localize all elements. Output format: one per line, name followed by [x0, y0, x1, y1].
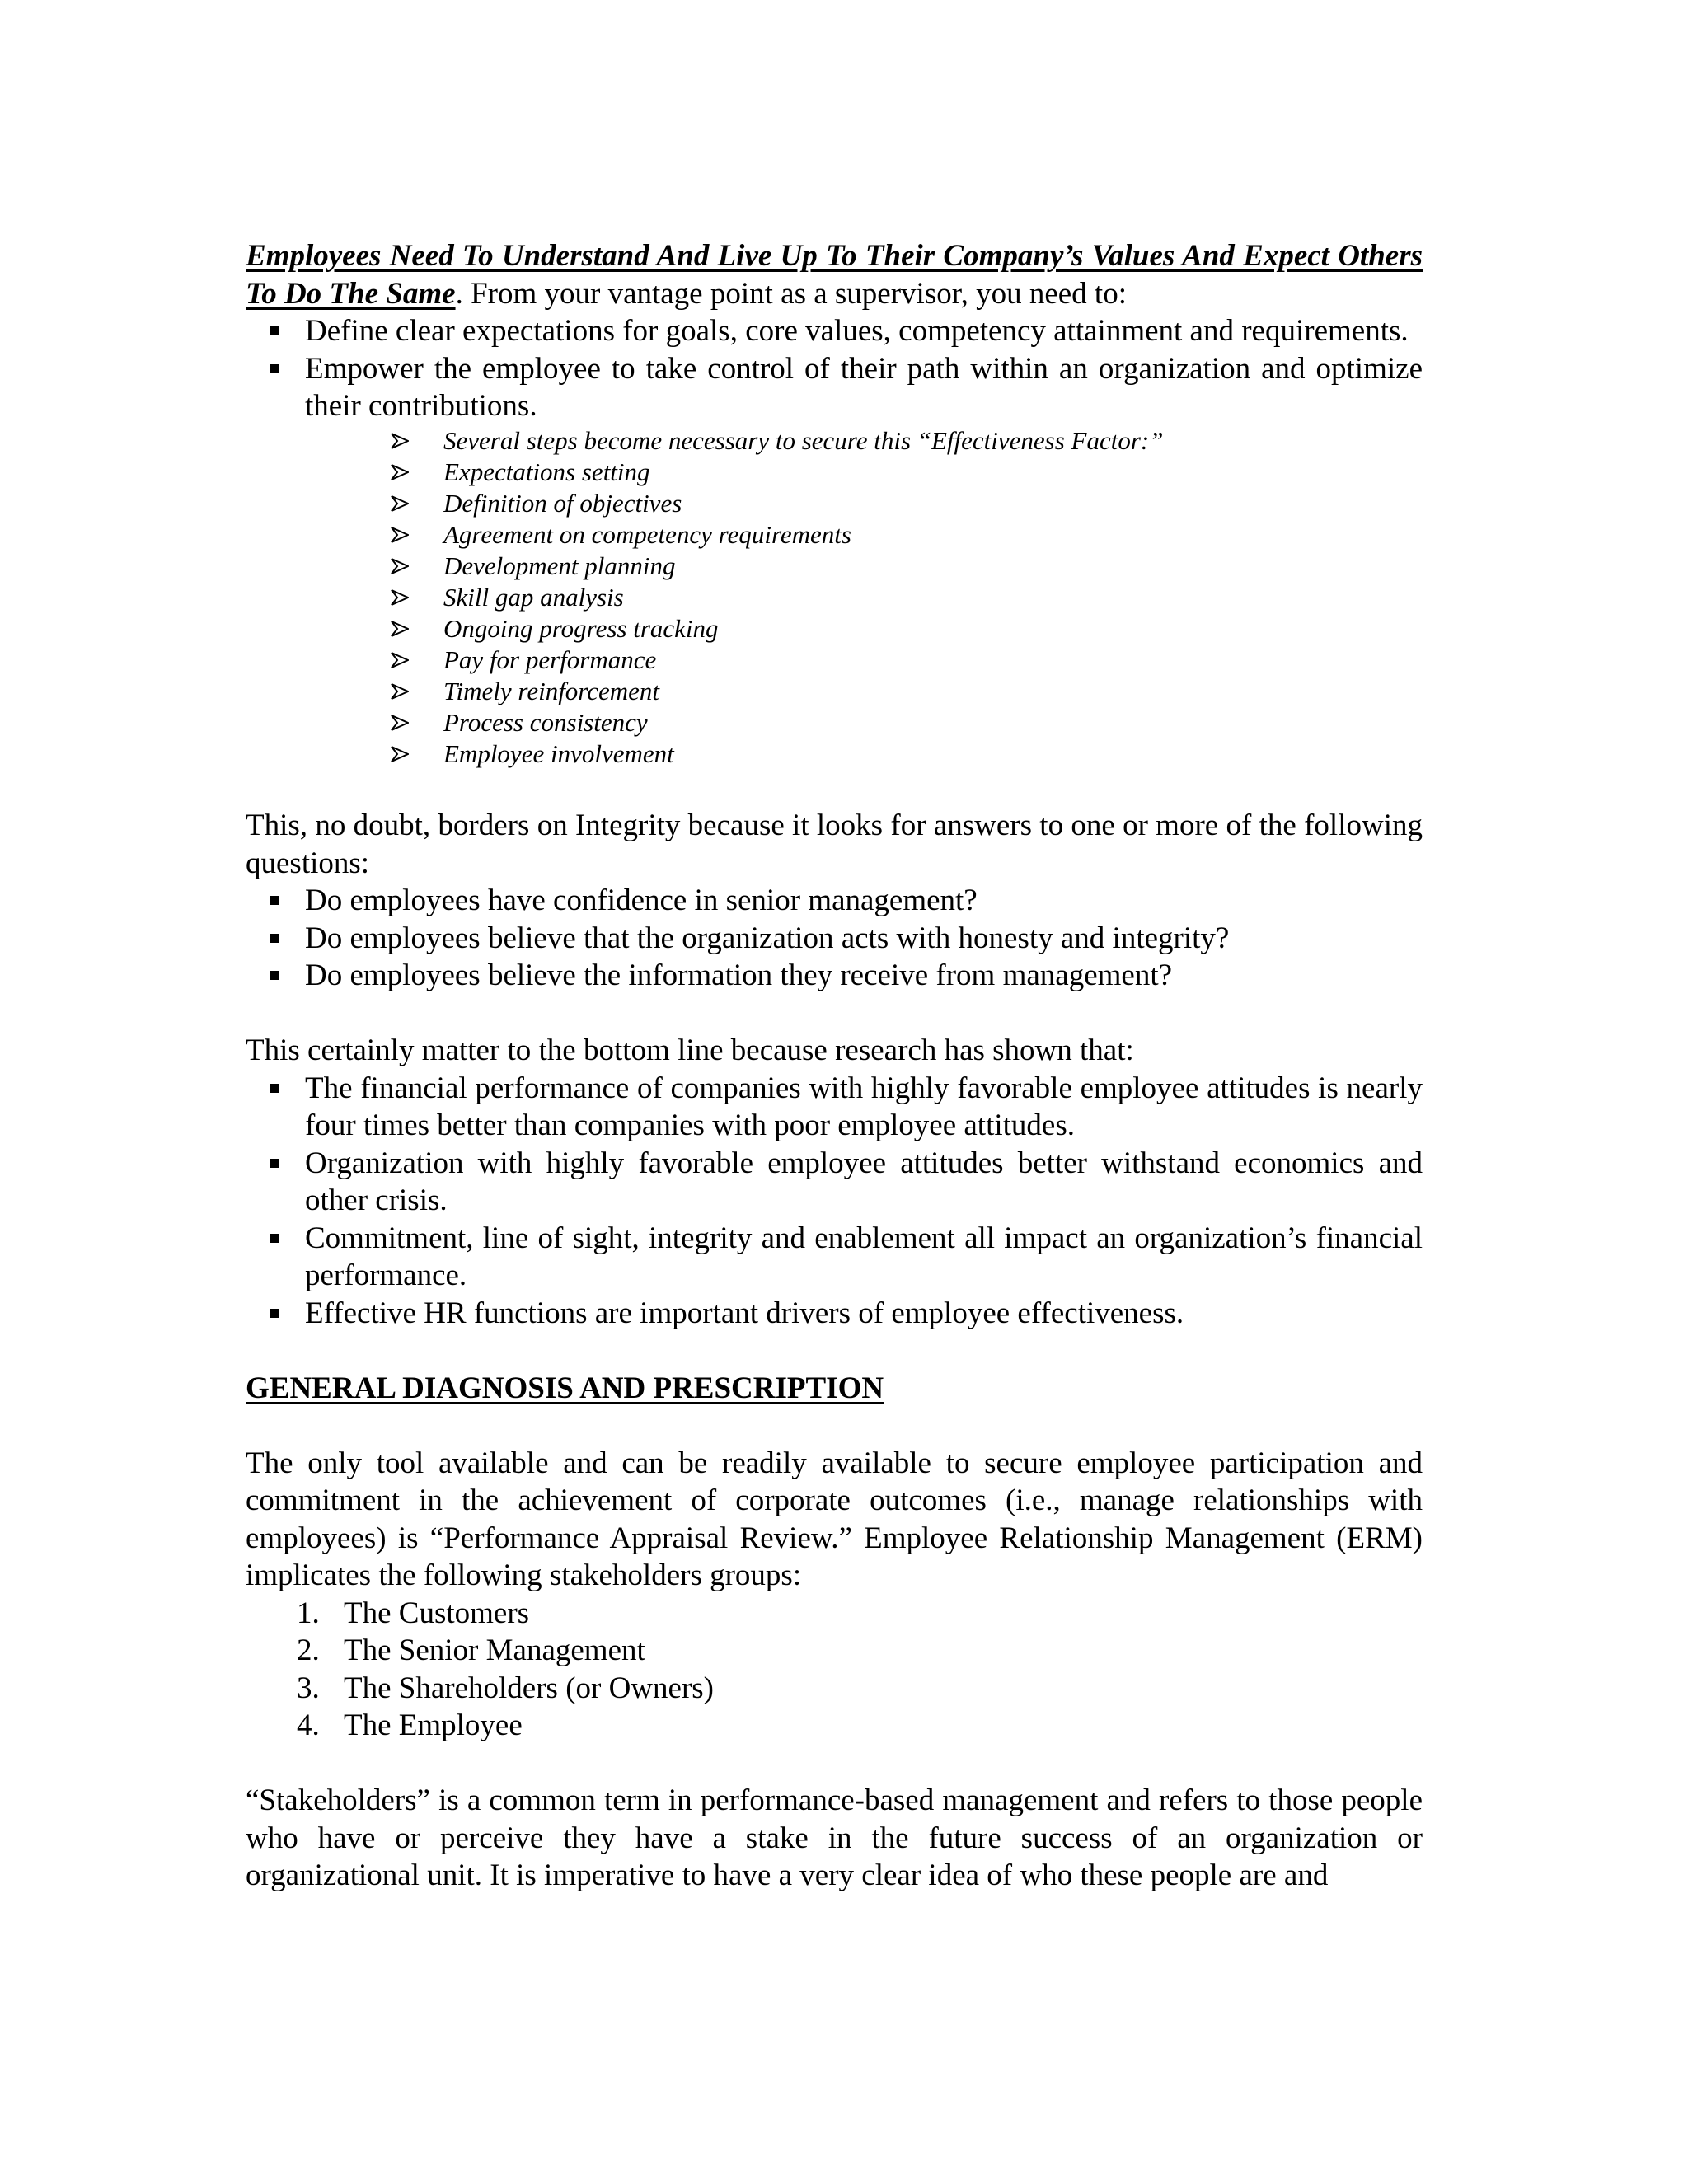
intro-paragraph [246, 237, 1423, 312]
bottom-line-paragraph: This certainly matter to the bottom line because research has shown that: [246, 1033, 1134, 1067]
list-item: Commitment, line of sight, integrity and enablement all impact an organization’s financial performance. [246, 1220, 1423, 1295]
list-item: Timely reinforcement [246, 676, 1423, 707]
arrow-bullet-icon [391, 715, 409, 731]
list-item: Skill gap analysis [246, 582, 1423, 613]
arrow-bullet-icon [391, 527, 409, 543]
square-bullet-icon [270, 971, 279, 980]
square-bullet-icon [270, 364, 279, 373]
square-bullet-icon [270, 1159, 279, 1168]
list-item: Effective HR functions are important drivers of employee effectiveness. [246, 1295, 1423, 1333]
arrow-bullet-icon [391, 746, 409, 762]
list-number: 1. [297, 1596, 320, 1630]
arrow-bullet-icon [391, 683, 409, 700]
arrow-bullet-icon [391, 495, 409, 512]
list-item: 1. The Customers [246, 1595, 1423, 1633]
arrow-bullet-icon [391, 589, 409, 606]
list-item: Development planning [246, 551, 1423, 582]
square-bullet-icon [270, 896, 279, 905]
stakeholders-list [246, 1595, 1423, 1745]
list-item: 2. The Senior Management [246, 1632, 1423, 1670]
list-item: Employee involvement [246, 738, 1423, 770]
research-findings-list [246, 1070, 1423, 1333]
arrow-bullet-icon [391, 558, 409, 574]
list-item: Do employees have confidence in senior management? [246, 882, 1423, 920]
list-item: The financial performance of companies with highly favorable employee attitudes is nearly four times better than companies with poor employee attitudes. [246, 1070, 1423, 1145]
arrow-bullet-icon [391, 433, 409, 449]
erm-paragraph: The only tool available and can be readily available to secure employee participation and commitment in the achievement of corporate outcomes (i.e., manage relationships with employees) is “Performance Appraisal Review.” Employee Relationship Management (ERM) implicates the following stakeholders groups: [246, 1446, 1423, 1592]
list-item: Several steps become necessary to secure this “Effectiveness Factor:” [246, 425, 1423, 457]
intro-text: . From your vantage point as a supervisor, you need to: [455, 276, 1127, 311]
list-item: Definition of objectives [246, 488, 1423, 519]
square-bullet-icon [270, 934, 279, 943]
arrow-bullet-icon [391, 652, 409, 668]
square-bullet-icon [270, 326, 279, 335]
list-item: Process consistency [246, 707, 1423, 738]
list-number: 3. [297, 1671, 320, 1705]
integrity-questions-list [246, 882, 1423, 995]
square-bullet-icon [270, 1234, 279, 1243]
list-item: Organization with highly favorable employee attitudes better withstand economics and other crisis. [246, 1145, 1423, 1220]
square-bullet-icon [270, 1309, 279, 1318]
list-item: Empower the employee to take control of their path within an organization and optimize their contributions. [246, 350, 1423, 425]
supervisor-list [246, 312, 1423, 425]
list-number: 4. [297, 1708, 320, 1742]
list-number: 2. [297, 1633, 320, 1667]
integrity-paragraph: This, no doubt, borders on Integrity because it looks for answers to one or more of the following questions: [246, 808, 1423, 880]
arrow-bullet-icon [391, 621, 409, 637]
list-item: Agreement on competency requirements [246, 519, 1423, 551]
document-page [246, 237, 1423, 1895]
list-item: 4. The Employee [246, 1707, 1423, 1745]
list-item: 3. The Shareholders (or Owners) [246, 1670, 1423, 1708]
list-item: Do employees believe that the organization acts with honesty and integrity? [246, 920, 1423, 958]
list-item: Pay for performance [246, 644, 1423, 676]
list-item: Define clear expectations for goals, core values, competency attainment and requirements. [246, 312, 1423, 350]
list-item: Do employees believe the information they receive from management? [246, 957, 1423, 995]
square-bullet-icon [270, 1084, 279, 1093]
effectiveness-steps-list [246, 425, 1423, 770]
intro-heading: Employees Need To Understand And Live Up To Their Company’s Values And Expect Others To Do The Same [246, 239, 1423, 311]
section-heading: GENERAL DIAGNOSIS AND PRESCRIPTION [246, 1371, 884, 1405]
list-item: Ongoing progress tracking [246, 613, 1423, 644]
list-item: Expectations setting [246, 457, 1423, 488]
stakeholders-paragraph: “Stakeholders” is a common term in performance-based management and refers to those people who have or perceive they have a stake in the future success of an organization or organizational unit. It is imperative to have a very clear idea of who these people are and [246, 1783, 1423, 1892]
arrow-bullet-icon [391, 464, 409, 480]
